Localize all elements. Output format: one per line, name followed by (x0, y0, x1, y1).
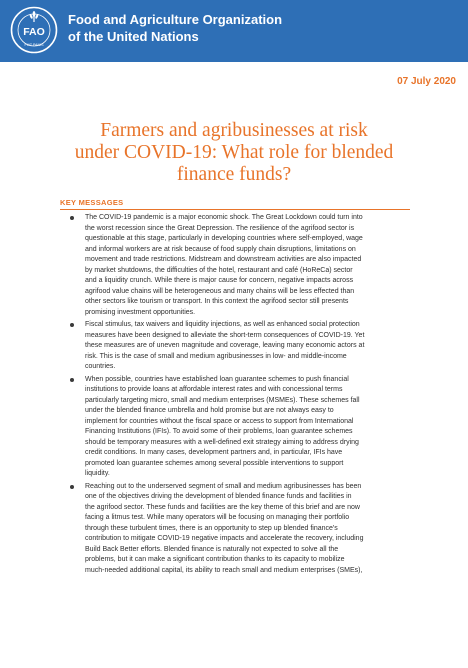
key-message-item (68, 213, 418, 318)
key-messages-heading: KEY MESSAGES (60, 198, 124, 207)
key-message-line: agrifood value chains will be heterogeneous and many chains will be less effected than (85, 287, 355, 295)
key-message-line: promoted loan guarantee schemes among several possible interventions to support (85, 459, 344, 467)
key-message-line: facing a litmus test. While many operators will be focusing on managing their portfolio (85, 514, 350, 521)
key-message-line: contribution to mitigate COVID-19 negative impacts and accelerate the recovery, including (85, 535, 364, 542)
key-messages-divider (60, 209, 410, 210)
bullet-icon (70, 378, 74, 382)
organization-name-line: Food and Agriculture Organization (68, 12, 283, 27)
key-message-line: the worst recession since the Great Depression. The resilience of the agrifood sector is (85, 224, 355, 232)
organization-name-line: of the United Nations (68, 29, 199, 44)
key-message-item (68, 482, 418, 577)
key-message-line: and informal workers are at risk because of food supply chain disruptions, limitations on (85, 245, 356, 253)
key-message-line: liquidity. (85, 470, 110, 477)
title-line: finance funds? (176, 164, 292, 185)
key-message-item (68, 375, 418, 480)
key-message-line: the agrifood sector. These funds and facilities are the key theme of this brief and are now (85, 503, 360, 511)
logo-motto: FIAT PANIS (24, 43, 44, 47)
key-message-line: through these turbulent times, there is an opportunity to step up blended finance's (85, 524, 338, 532)
document-title (30, 120, 438, 186)
key-message-line: Reaching out to the underserved segment of small and medium agribusinesses has been (85, 482, 362, 490)
key-message-line: and a liquidity crunch. While there is major cause for concern, negative impacts across (85, 277, 354, 284)
key-message-line: Financing Institutions (IFIs). To avoid some of their problems, loan guarantee schemes (85, 428, 353, 435)
fao-logo (10, 6, 58, 54)
key-message-line: institutions to provide loans at affordable interest rates and with concessional terms (85, 386, 343, 393)
key-message-line: risk. This is the case of small and medium agribusinesses in low- and middle-income (85, 352, 347, 360)
key-message-line: under the blended finance umbrella and hold promise but are not always easy to (85, 407, 334, 414)
key-message-line: countries. (85, 363, 116, 370)
key-message-line: Build Back Better efforts. Blended finance is naturally not expected to solve all the (85, 545, 339, 553)
key-message-line: promising investment opportunities. (85, 308, 196, 316)
key-message-line: Fiscal stimulus, tax waivers and liquidity injections, as well as enhanced social protection (85, 321, 360, 328)
key-message-line: one of the objectives driving the development of blended finance funds and facilities in (85, 493, 352, 500)
header-banner (0, 0, 468, 62)
key-message-item (68, 320, 418, 373)
key-message-line: much-needed additional capital, its ability to reach small and medium enterprises (SMEs), (85, 566, 363, 574)
key-message-line: questionable at this stage, particularly in developing countries where self-employed, wage (85, 235, 363, 242)
logo-text: FAO (23, 26, 45, 38)
key-message-line: problems, but it can make a significant contribution thanks to its capacity to mobilize (85, 556, 345, 563)
publication-date: 07 July 2020 (397, 76, 456, 87)
key-message-line: measures have been designed to alleviate the short-term consequences of COVID-19. Yet (85, 331, 365, 339)
key-message-line: When possible, countries have established loan guarantee schemes to push financial (85, 375, 349, 383)
key-message-line: movement and trade restrictions. Midstream and downstream activities are also impacted (85, 256, 362, 263)
key-message-line: particularly targeting micro, small and medium enterprises (MSMEs). These schemes fall (85, 396, 360, 404)
bullet-icon (70, 485, 74, 489)
title-line: under COVID-19: What role for blended (74, 142, 394, 163)
key-messages-list (68, 213, 418, 578)
organization-name (68, 11, 282, 45)
key-message-line: these measures are of uneven magnitude and coverage, leaving many economic actors at (85, 342, 365, 349)
key-message-line: The COVID-19 pandemic is a major economic shock. The Great Lockdown could turn into (85, 214, 363, 221)
key-message-line: implement for countries without the fiscal space or access to support from International (85, 417, 354, 425)
bullet-icon (70, 216, 74, 220)
key-message-line: other sectors like tourism or transport. In this context the agrifood sector still presents (85, 298, 349, 305)
key-message-line: should be temporary measures with a well-defined exit strategy aiming to address drying (85, 438, 359, 446)
key-message-line: by market shutdowns, the difficulties of the hotel, restaurant and café (HoReCa) sector (85, 266, 353, 274)
bullet-icon (70, 323, 74, 327)
title-line: Farmers and agribusinesses at risk (100, 120, 368, 141)
key-message-line: credit conditions. In many cases, development partners and, in particular, IFIs have (85, 449, 343, 456)
